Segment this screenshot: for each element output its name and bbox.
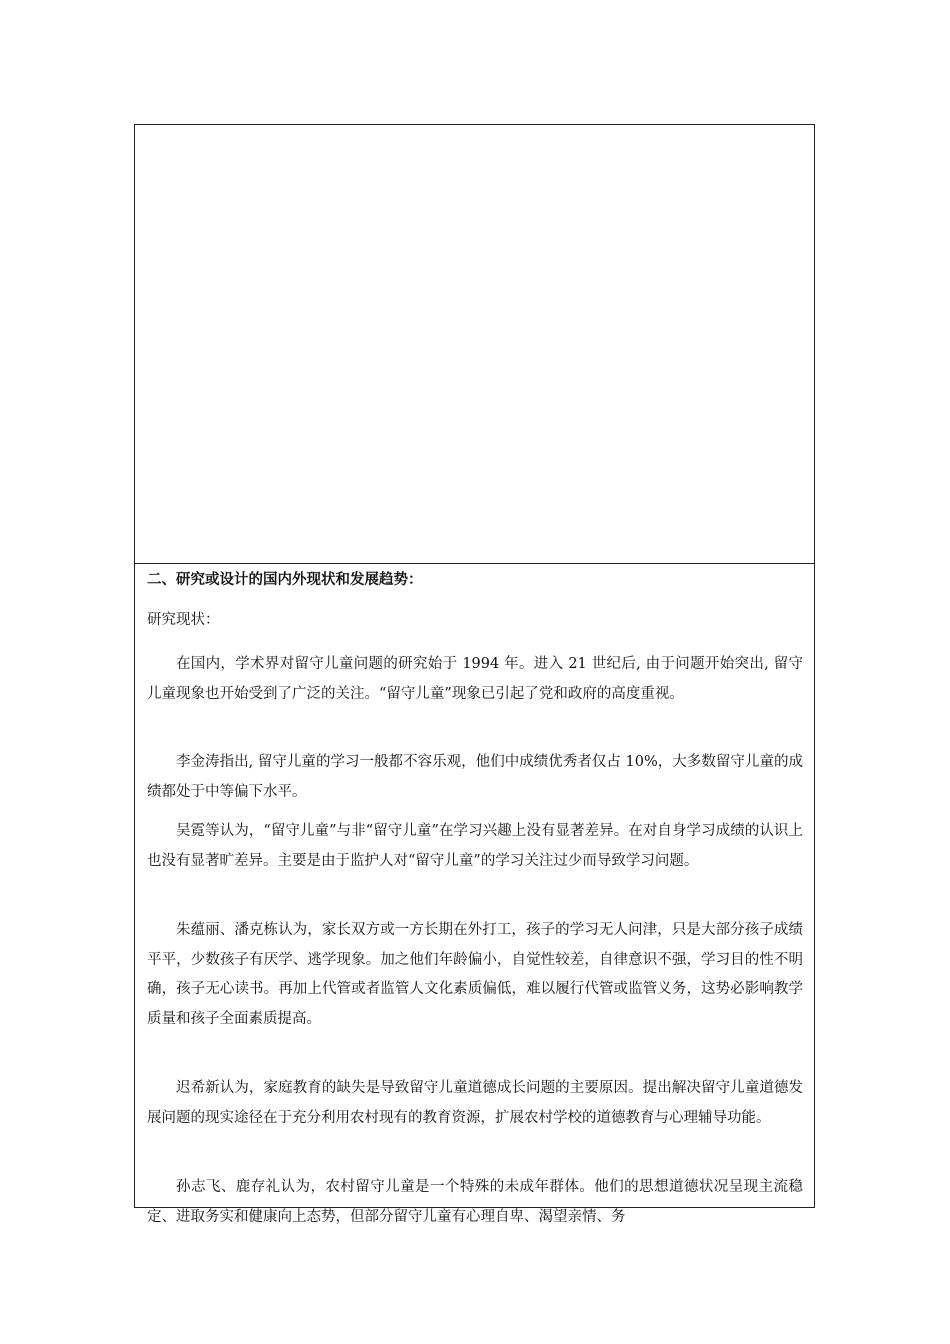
research-status-cell <box>135 564 814 1225</box>
paragraph: 吴霓等认为，“留守儿童”与非“留守儿童”在学习兴趣上没有显著差异。在对自身学习成绩的认识上也没有显著旷差异。主要是由于监护人对“留守儿童”的学习关注过少而导致学习问题。 <box>147 823 803 869</box>
form-table <box>134 124 815 1225</box>
paragraph: 朱蕴丽、潘克栋认为，家长双方或一方长期在外打工，孩子的学习无人问津，只是大部分孩子成绩平平，少数孩子有厌学、逃学现象。加之他们年龄偏小，自觉性较差，自律意识不强，学习目的性不明确，孩子无心读书。再加上代管或者监管人文化素质偏低，难以履行代管或监管义务，这势必影响教学质量和孩子全面素质提高。 <box>147 922 803 1027</box>
paragraph: 在国内，学术界对留守儿童问题的研究始于 1994 年。进入 21 世纪后, 由于问题开始突出, 留守儿童现象也开始受到了广泛的关注。“留守儿童”现象已引起了党和政府的高度重视。 <box>147 656 803 702</box>
empty-table-cell <box>135 125 814 564</box>
section-heading: 二、研究或设计的国内外现状和发展趋势： <box>147 572 423 588</box>
paragraph: 孙志飞、鹿存礼认为，农村留守儿童是一个特殊的未成年群体。他们的思想道德状况呈现主流稳定、进取务实和健康向上态势，但部分留守儿童有心理自卑、渴望亲情、务 <box>147 1179 803 1225</box>
paragraph: 迟希新认为，家庭教育的缺失是导致留守儿童道德成长问题的主要原因。提出解决留守儿童道德发展问题的现实途径在于充分利用农村现有的教育资源，扩展农村学校的道德教育与心理辅导功能。 <box>147 1080 803 1126</box>
paragraph: 李金涛指出, 留守儿童的学习一般都不容乐观，他们中成绩优秀者仅占 10%，大多数留守儿童的成绩都处于中等偏下水平。 <box>147 754 803 800</box>
subheading: 研究现状： <box>147 612 220 628</box>
